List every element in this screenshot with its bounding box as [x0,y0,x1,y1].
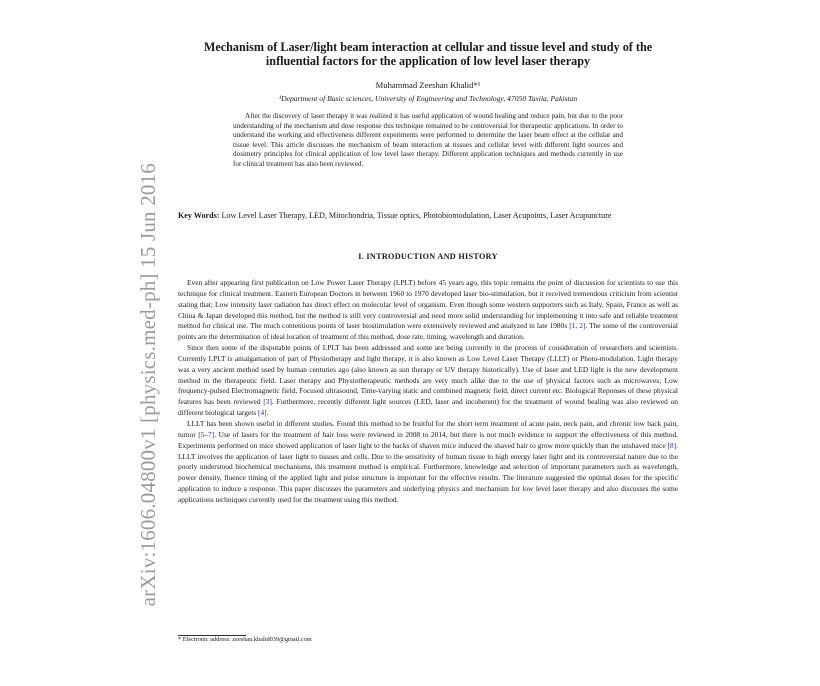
text-run: . LLLT involves the application of laser light to tissues and cells. Due to the sensitivity of human tissue to high energy laser light and its controversial nature due to the poorly understood biochemical mechanisms, this treatment method is empirical. Furthermore, knowledge and selection of important parameters such as wavelength, power density, fluence timing of the applied light and pulse structure is important for the effective results. The literature suggested the optimal doses for the specific application to induce a response. This paper discusses the parameters and underlying physics and mechanism for low level laser therapy and also discusses the some applications techniques currently used for the treatment using this method. [178,440,678,504]
abstract: After the discovery of laser therapy it was realized it has useful application of wound healing and reduce pain, but due to the poor understanding of the mechanism and dose response this technique remained to be controversial for therapeutic applications. In order to understand the working and effectiveness different experiments were performed to determine the laser beam effect at the cellular and tissue level. This article discusses the mechanism of beam interaction at tissues and cellular level with different light sources and dosimetry principles for clinical application of low level laser therapy. Different application techniques and methods currently in use for clinical treatment has also been reviewed. [233,112,623,168]
paragraph-2 [178,343,678,419]
citation-link[interactable]: [5–7] [198,429,215,439]
paper-affiliation: ¹Department of Basic sciences, University of Engineering and Technology, 47050 Taxila, Pakistan [278,94,578,103]
section-heading: I. INTRODUCTION AND HISTORY [358,252,498,261]
text-run: Even after appearing first publication on Low Power Laser Therapy (LPLT) before 45 years ago, this topic remains the point of discussion for scientists to use this technique for clinical treatment. Eastern European Doctors in between 1960 to 1970 developed laser bio-stimulation, but it received tremendous criticism from scientist stating that; Low intensity laser radiation has direct effect on molecular level of organism. Even though some western supporters such as Italy, Spain, France as well as China & Japan developed this method, but the method is still very controversial and need more solid understanding for implementing it into safe and reliable treatment method for clinical use. The much contentious points of laser biostimulation were extensively reviewed and analyzed in late 1980s [178,278,678,331]
paper-author: Muhammad Zeeshan Khalid*¹ [375,80,481,90]
keywords-label: Key Words: [178,211,220,220]
arxiv-identifier: arXiv:1606.04800v1 [physics.med-ph] 15 Jun 2016 [136,163,160,607]
citation-link[interactable]: [8] [667,440,677,450]
paper-title: Mechanism of Laser/light beam interaction at cellular and tissue level and study of the influential factors for the application of low level laser therapy [203,40,653,68]
citation-link[interactable]: [4] [257,408,267,418]
text-run: . Use of lasers for the treatment of hair loss were reviewed in 2008 to 2014, but there is not much evidence to support the effectiveness of this method. Experiments performed on mice showed application of laser light to the backs of shaven mice induced the shaved hair to grow more quickly than the unshaved mice [178,429,678,450]
citation-link[interactable]: [3] [263,397,272,407]
citation-link[interactable]: [1, 2] [569,321,586,331]
paragraph-1 [178,278,678,343]
text-run: . The some of the controversial points are the determination of ideal location of treatment of this method, dose rate, timing, wavelength and duration. [178,321,678,342]
keywords-text: Low Level Laser Therapy, LED, Mitochondria, Tissue optics, Photobiomodulation, Laser Acupoints, Laser Acupuncture [219,211,612,220]
body-text [178,278,678,506]
keywords [178,210,678,221]
paragraph-3 [178,419,678,506]
text-run: Since then some of the disputable points of LPLT has been addressed and some are being currently in the process of consideration of researchers and scientists. Currently LPLT is amalgamation of part of Physiotherapy and light therapy, it is also known as Low Level Laser Therapy (LLLT) or Photo-modulation. Light therapy was a very ancient method used by human centuries ago (also known as sun therapy or UV therapy historically). Use of laser and LED light is the new development method in the therapeutic field. Laser therapy and Physiotherapeutic methods are very much alike due to the use of physical factors such as microwaves; Low frequency-pulsed Electromagnetic field, Focused ultrasound, Time-varying static and combined magnetic field, direct current etc. Biological Reponses of these physical features has been reviewed [178,343,678,407]
text-run: LLLT has been shown useful in different studies. Found this method to be fruitful for the short term treatment of acute pain, neck pain, and chronic low back pain, tumor [178,418,678,439]
text-run: . [266,408,269,418]
text-run: . Furthermore, recently different light sources (LED, laser and incoherent) for the treatment of wound healing was also reviewed on different biological targets [178,397,679,418]
footnote: * Electronic address: zeeshan.khalid039@gmail.com [178,636,312,643]
